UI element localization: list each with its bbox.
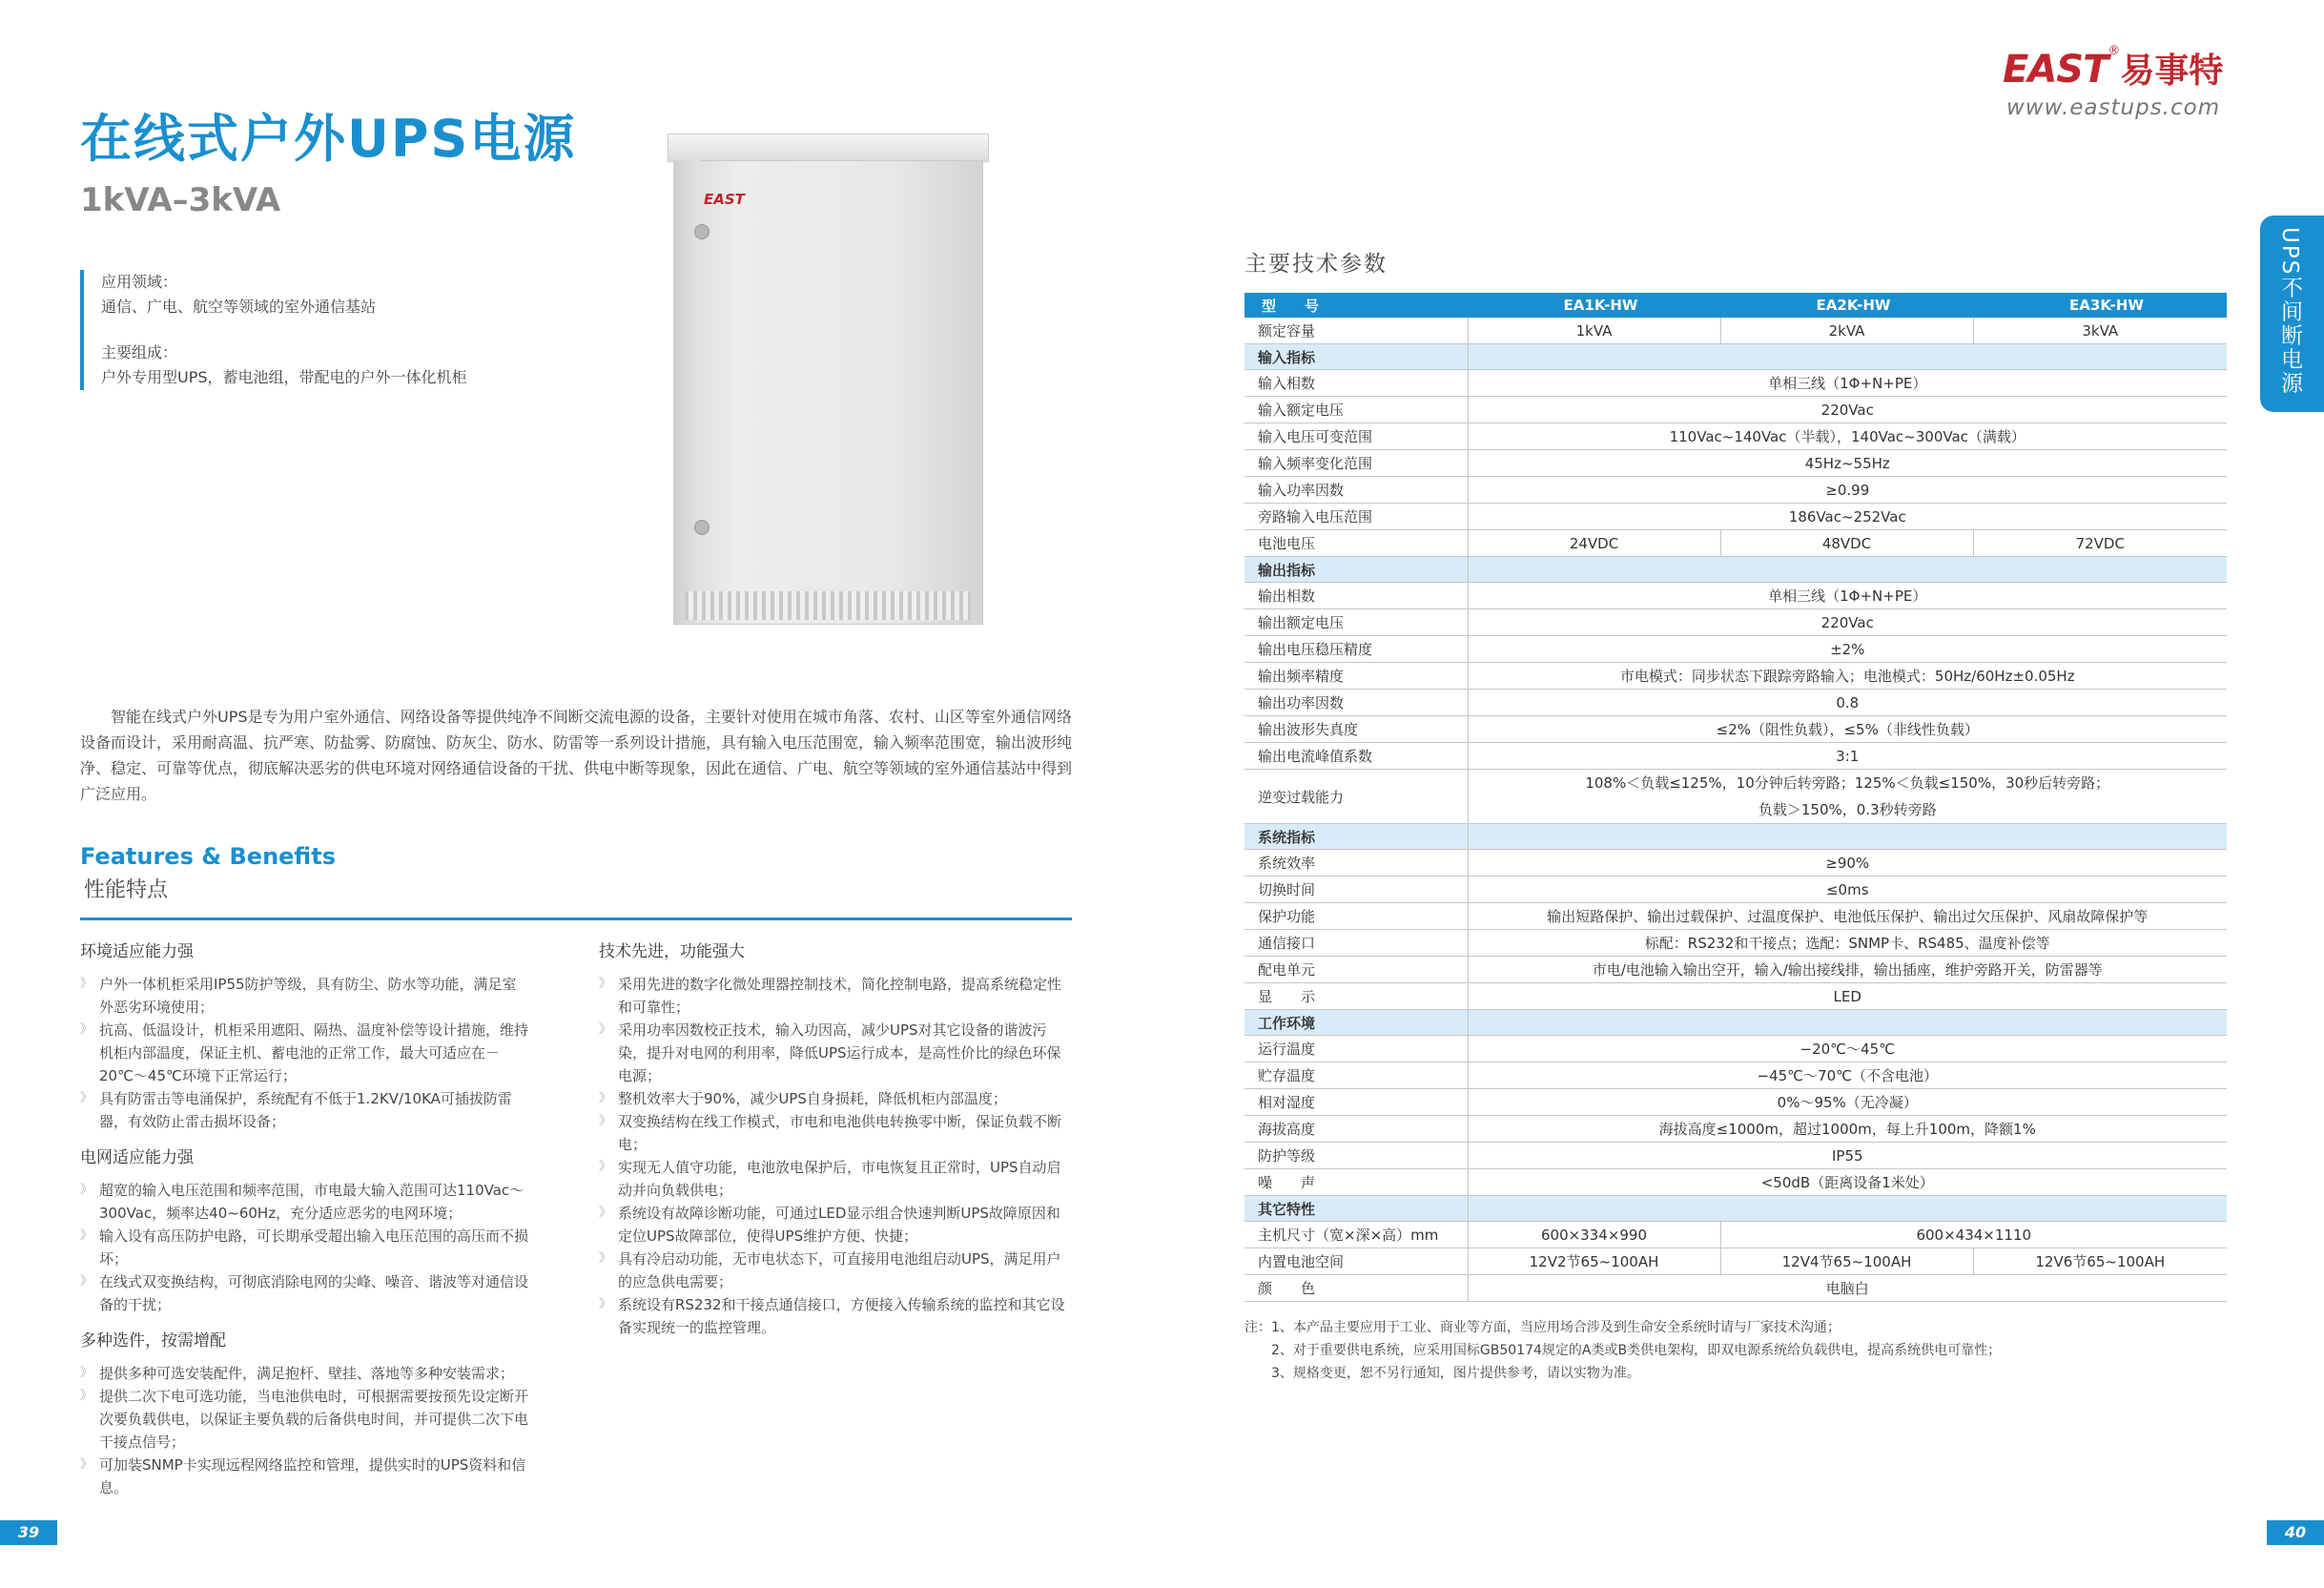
features-heading-en: Features & Benefits [80, 843, 336, 870]
application-text: 通信、广电、航空等领域的室外通信基站 [101, 298, 377, 316]
feature-heading: 多种选件，按需增配 [80, 1331, 226, 1351]
cell-value: −20℃～45℃ [1468, 1036, 2227, 1062]
table-row [1244, 636, 2227, 663]
feature-item: 》 在线式双变换结构，可彻底消除电网的尖峰、噪音、谐波等对通信设备的干扰； [80, 1270, 528, 1316]
row-label: 配电单元 [1244, 957, 1468, 983]
cabinet-vent [685, 591, 971, 620]
row-label: 主机尺寸（宽×深×高）mm [1244, 1222, 1468, 1248]
row-label: 额定容量 [1244, 318, 1468, 344]
table-row [1244, 530, 2227, 557]
table-row [1244, 850, 2227, 876]
row-label: 系统效率 [1244, 850, 1468, 876]
feature-item: 》 户外一体机柜采用IP55防护等级，具有防尘、防水等功能，满足室外恶劣环境使用； [80, 973, 528, 1019]
row-label: 旁路输入电压范围 [1244, 504, 1468, 530]
table-row [1244, 583, 2227, 609]
cell-value: 48VDC [1720, 530, 1973, 557]
column-header: EA1K-HW [1468, 293, 1720, 318]
table-row [1244, 450, 2227, 477]
table-row [1244, 903, 2227, 930]
cell-value: 72VDC [1973, 530, 2227, 557]
features-column-2 [599, 940, 1072, 1352]
table-row [1244, 690, 2227, 716]
section-label: 系统指标 [1244, 824, 1468, 850]
brand-east: EAST [2003, 48, 2108, 92]
features-column-1 [80, 940, 528, 1513]
cell-value: LED [1468, 983, 2227, 1010]
table-row [1244, 318, 2227, 344]
cabinet-logo: EAST [704, 191, 745, 208]
column-header: 型 号 [1244, 293, 1468, 318]
row-label: 输出电流峰值系数 [1244, 743, 1468, 770]
chevron-bullet-icon: 》 [80, 1228, 93, 1243]
chevron-bullet-icon: 》 [599, 1251, 612, 1266]
row-label: 输出波形失真度 [1244, 716, 1468, 743]
feature-item: 》 提供二次下电可选功能，当电池供电时，可根据需要按预先设定断开次要负载供电，以保证主要负载的后备供电时间，并可提供二次下电干接点信号； [80, 1385, 528, 1454]
feature-item: 》 实现无人值守功能，电池放电保护后，市电恢复且正常时，UPS自动启动并向负载供电； [599, 1156, 1072, 1202]
cell-value: 1kVA [1468, 318, 1720, 344]
chevron-bullet-icon: 》 [599, 1297, 612, 1311]
row-label: 相对湿度 [1244, 1089, 1468, 1116]
chevron-bullet-icon: 》 [599, 1022, 612, 1037]
table-row [1244, 1062, 2227, 1089]
spec-title: 主要技术参数 [1244, 252, 1388, 277]
row-label: 输入相数 [1244, 370, 1468, 397]
cell-value: 0.8 [1468, 690, 2227, 716]
brand-logo [2003, 44, 2223, 93]
row-label: 输出功率因数 [1244, 690, 1468, 716]
website-url: www.eastups.com [2006, 95, 2221, 120]
row-label: 防护等级 [1244, 1143, 1468, 1169]
table-row [1244, 1275, 2227, 1302]
feature-item: 》 可加装SNMP卡实现远程网络监控和管理，提供实时的UPS资料和信息。 [80, 1454, 528, 1499]
feature-item: 》 输入设有高压防护电路，可长期承受超出输入电压范围的高压而不损坏； [80, 1225, 528, 1270]
feature-item: 》 超宽的输入电压范围和频率范围，市电最大输入范围可达110Vac～300Vac，频率达40~60Hz，充分适应恶劣的电网环境； [80, 1179, 528, 1225]
cell-value: 12V6节65~100AH [1973, 1248, 2227, 1275]
cell-value: 市电/电池输入输出空开，输入/输出接线排，输出插座，维护旁路开关，防雷器等 [1468, 957, 2227, 983]
row-label: 电池电压 [1244, 530, 1468, 557]
row-label: 输入额定电压 [1244, 397, 1468, 423]
side-category-tab [2260, 216, 2324, 412]
table-row [1244, 983, 2227, 1010]
product-image-cabinet [668, 134, 987, 629]
table-row [1244, 397, 2227, 423]
table-row [1244, 1222, 2227, 1248]
feature-item: 》 采用先进的数字化微处理器控制技术，简化控制电路，提高系统稳定性和可靠性； [599, 973, 1072, 1019]
cell-value: 电脑白 [1468, 1275, 2227, 1302]
table-row [1244, 1248, 2227, 1275]
chevron-bullet-icon: 》 [80, 1274, 93, 1289]
note-line: 3、规格变更，恕不另行通知，图片提供参考，请以实物为准。 [1244, 1366, 1640, 1381]
row-label: 输出相数 [1244, 583, 1468, 609]
column-header: EA2K-HW [1720, 293, 1973, 318]
row-label: 输入电压可变范围 [1244, 423, 1468, 450]
chevron-bullet-icon: 》 [599, 1160, 612, 1174]
table-row [1244, 716, 2227, 743]
table-row [1244, 743, 2227, 770]
side-tab-label: UPS不间断电源 [2277, 227, 2302, 396]
table-row [1244, 957, 2227, 983]
cell-value: 45Hz~55Hz [1468, 450, 2227, 477]
row-label: 内置电池空间 [1244, 1248, 1468, 1275]
cabinet-lock [694, 224, 710, 239]
brand-cn: 易事特 [2120, 51, 2224, 91]
section-row [1244, 1010, 2227, 1036]
chevron-bullet-icon: 》 [80, 1022, 93, 1037]
cell-value: 186Vac~252Vac [1468, 504, 2227, 530]
cabinet-lock [694, 520, 710, 535]
cell-value: 3:1 [1468, 743, 2227, 770]
cell-value: 市电模式：同步状态下跟踪旁路输入；电池模式：50Hz/60Hz±0.05Hz [1468, 663, 2227, 690]
row-label: 输入频率变化范围 [1244, 450, 1468, 477]
section-label: 其它特性 [1244, 1196, 1468, 1222]
composition-text: 户外专用型UPS，蓄电池组，带配电的户外一体化机柜 [101, 368, 467, 386]
cell-value: ≤0ms [1468, 876, 2227, 903]
feature-item: 》 具有冷启动功能，无市电状态下，可直接用电池组启动UPS，满足用户的应急供电需要； [599, 1248, 1072, 1293]
chevron-bullet-icon: 》 [599, 977, 612, 991]
column-header: EA3K-HW [1973, 293, 2227, 318]
section-row [1244, 344, 2227, 370]
table-row [1244, 930, 2227, 957]
table-row [1244, 423, 2227, 450]
cell-value [1468, 770, 2227, 824]
registered-mark: ® [2108, 44, 2121, 58]
feature-item: 》 双变换结构在线工作模式，市电和电池供电转换零中断，保证负载不断电； [599, 1110, 1072, 1156]
section-divider [80, 918, 1072, 920]
row-label: 颜 色 [1244, 1275, 1468, 1302]
feature-item: 》 系统设有RS232和干接点通信接口，方便接入传输系统的监控和其它设备实现统一的监控管理。 [599, 1293, 1072, 1339]
cell-value: ≤2%（阻性负载），≤5%（非线性负载） [1468, 716, 2227, 743]
spec-table [1244, 293, 2227, 1302]
row-label: 保护功能 [1244, 903, 1468, 930]
table-row [1244, 1089, 2227, 1116]
feature-item: 》 抗高、低温设计，机柜采用遮阳、隔热、温度补偿等设计措施，维持机柜内部温度，保证主机、蓄电池的正常工作，最大可适应在－20℃～45℃环境下正常运行； [80, 1019, 528, 1087]
cell-value: 输出短路保护、输出过载保护、过温度保护、电池低压保护、输出过欠压保护、风扇故障保护等 [1468, 903, 2227, 930]
cell-value: 单相三线（1Φ+N+PE） [1468, 583, 2227, 609]
footnotes [1244, 1316, 2255, 1385]
cell-value: 单相三线（1Φ+N+PE） [1468, 370, 2227, 397]
row-label: 贮存温度 [1244, 1062, 1468, 1089]
feature-heading: 电网适应能力强 [80, 1148, 194, 1167]
overload-line-1: 108%＜负载≤125%，10分钟后转旁路；125%＜负载≤150%，30秒后转旁路； [1585, 774, 2110, 792]
row-label: 输出电压稳压精度 [1244, 636, 1468, 663]
note-line: 2、对于重要供电系统，应采用国标GB50174规定的A类或B类供电架构，即双电源系统给负载供电，提高系统供电可靠性； [1244, 1343, 2002, 1358]
table-row [1244, 1169, 2227, 1196]
table-row [1244, 1116, 2227, 1143]
chevron-bullet-icon: 》 [80, 977, 93, 991]
cell-value: 3kVA [1973, 318, 2227, 344]
section-row [1244, 824, 2227, 850]
cell-value: 12V4节65~100AH [1720, 1248, 1973, 1275]
table-row [1244, 609, 2227, 636]
cell-value: 标配：RS232和干接点；选配：SNMP卡、RS485、温度补偿等 [1468, 930, 2227, 957]
section-label: 输入指标 [1244, 344, 1468, 370]
table-header-row [1244, 293, 2227, 318]
cell-value: 220Vac [1468, 609, 2227, 636]
row-label: 通信接口 [1244, 930, 1468, 957]
row-label: 海拔高度 [1244, 1116, 1468, 1143]
table-row [1244, 770, 2227, 824]
chevron-bullet-icon: 》 [80, 1183, 93, 1197]
chevron-bullet-icon: 》 [80, 1457, 93, 1472]
row-label: 显 示 [1244, 983, 1468, 1010]
features-heading-cn: 性能特点 [84, 878, 169, 902]
table-row [1244, 663, 2227, 690]
page-subtitle: 1kVA–3kVA [80, 181, 281, 219]
application-label: 应用领域： [101, 273, 178, 291]
note-line: 注：1、本产品主要应用于工业、商业等方面，当应用场合涉及到生命安全系统时请与厂家技术沟通； [1244, 1320, 1841, 1335]
composition-label: 主要组成： [101, 343, 178, 361]
cell-value: ≥90% [1468, 850, 2227, 876]
table-row [1244, 1143, 2227, 1169]
feature-item: 》 系统设有故障诊断功能，可通过LED显示组合快速判断UPS故障原因和定位UPS故障部位，使得UPS维护方便、快捷； [599, 1202, 1072, 1248]
cell-value: 0%～95%（无冷凝） [1468, 1089, 2227, 1116]
overload-line-2: 负载＞150%，0.3秒转旁路 [1758, 801, 1937, 818]
chevron-bullet-icon: 》 [80, 1389, 93, 1403]
chevron-bullet-icon: 》 [80, 1091, 93, 1105]
feature-heading: 技术先进，功能强大 [599, 942, 745, 961]
page-title: 在线式户外UPS电源 [80, 109, 577, 169]
row-label: 运行温度 [1244, 1036, 1468, 1062]
chevron-bullet-icon: 》 [599, 1114, 612, 1128]
row-label: 输入功率因数 [1244, 477, 1468, 504]
section-label: 工作环境 [1244, 1010, 1468, 1036]
chevron-bullet-icon: 》 [599, 1091, 612, 1105]
row-label: 逆变过载能力 [1244, 770, 1468, 824]
cell-value: 600×434×1110 [1720, 1222, 2227, 1248]
section-label: 输出指标 [1244, 557, 1468, 583]
feature-heading: 环境适应能力强 [80, 942, 194, 961]
chevron-bullet-icon: 》 [599, 1206, 612, 1220]
cell-value: 2kVA [1720, 318, 1973, 344]
cell-value: <50dB（距离设备1米处） [1468, 1169, 2227, 1196]
section-row [1244, 557, 2227, 583]
feature-item: 》 具有防雷击等电涌保护，系统配有不低于1.2KV/10KA可插拔防雷器，有效防止雷击损坏设备； [80, 1087, 528, 1133]
intro-paragraph: 智能在线式户外UPS是专为用户室外通信、网络设备等提供纯净不间断交流电源的设备，主要针对使用在城市角落、农村、山区等室外通信网络设备而设计，采用耐高温、抗严寒、防盐雾、防腐蚀、防灰尘、防水、防雷等一系列设计措施，具有输入电压范围宽，输入频率范围宽，输出波形纯净、稳定、可靠等优点，彻底解决恶劣的供电环境对网络通信设备的干扰、供电中断等现象，因此在通信、广电、航空等领域的室外通信基站中得到广泛应用。 [80, 708, 1073, 803]
cell-value: ±2% [1468, 636, 2227, 663]
table-row [1244, 504, 2227, 530]
page-number-right: 40 [2267, 1520, 2324, 1545]
chevron-bullet-icon: 》 [80, 1366, 93, 1380]
cell-value: 24VDC [1468, 530, 1720, 557]
cell-value: IP55 [1468, 1143, 2227, 1169]
table-row [1244, 876, 2227, 903]
row-label: 输出额定电压 [1244, 609, 1468, 636]
section-row [1244, 1196, 2227, 1222]
table-row [1244, 1036, 2227, 1062]
cell-value: 海拔高度≤1000m，超过1000m，每上升100m，降额1% [1468, 1116, 2227, 1143]
feature-item: 》 整机效率大于90%，减少UPS自身损耗，降低机柜内部温度； [599, 1087, 1072, 1110]
table-row [1244, 477, 2227, 504]
cell-value: 220Vac [1468, 397, 2227, 423]
feature-item: 》 采用功率因数校正技术，输入功因高，减少UPS对其它设备的谐波污染，提升对电网的利用率，降低UPS运行成本，是高性价比的绿色环保电源； [599, 1019, 1072, 1087]
cell-value: 600×334×990 [1468, 1222, 1720, 1248]
cell-value: 110Vac~140Vac（半载），140Vac~300Vac（满载） [1468, 423, 2227, 450]
page-number-left: 39 [0, 1520, 57, 1545]
row-label: 输出频率精度 [1244, 663, 1468, 690]
table-row [1244, 370, 2227, 397]
cell-value: −45℃～70℃（不含电池） [1468, 1062, 2227, 1089]
row-label: 切换时间 [1244, 876, 1468, 903]
row-label: 噪 声 [1244, 1169, 1468, 1196]
cell-value: ≥0.99 [1468, 477, 2227, 504]
feature-item: 》 提供多种可选安装配件，满足抱杆、壁挂、落地等多种安装需求； [80, 1362, 528, 1385]
info-box [80, 270, 597, 390]
cell-value: 12V2节65~100AH [1468, 1248, 1720, 1275]
